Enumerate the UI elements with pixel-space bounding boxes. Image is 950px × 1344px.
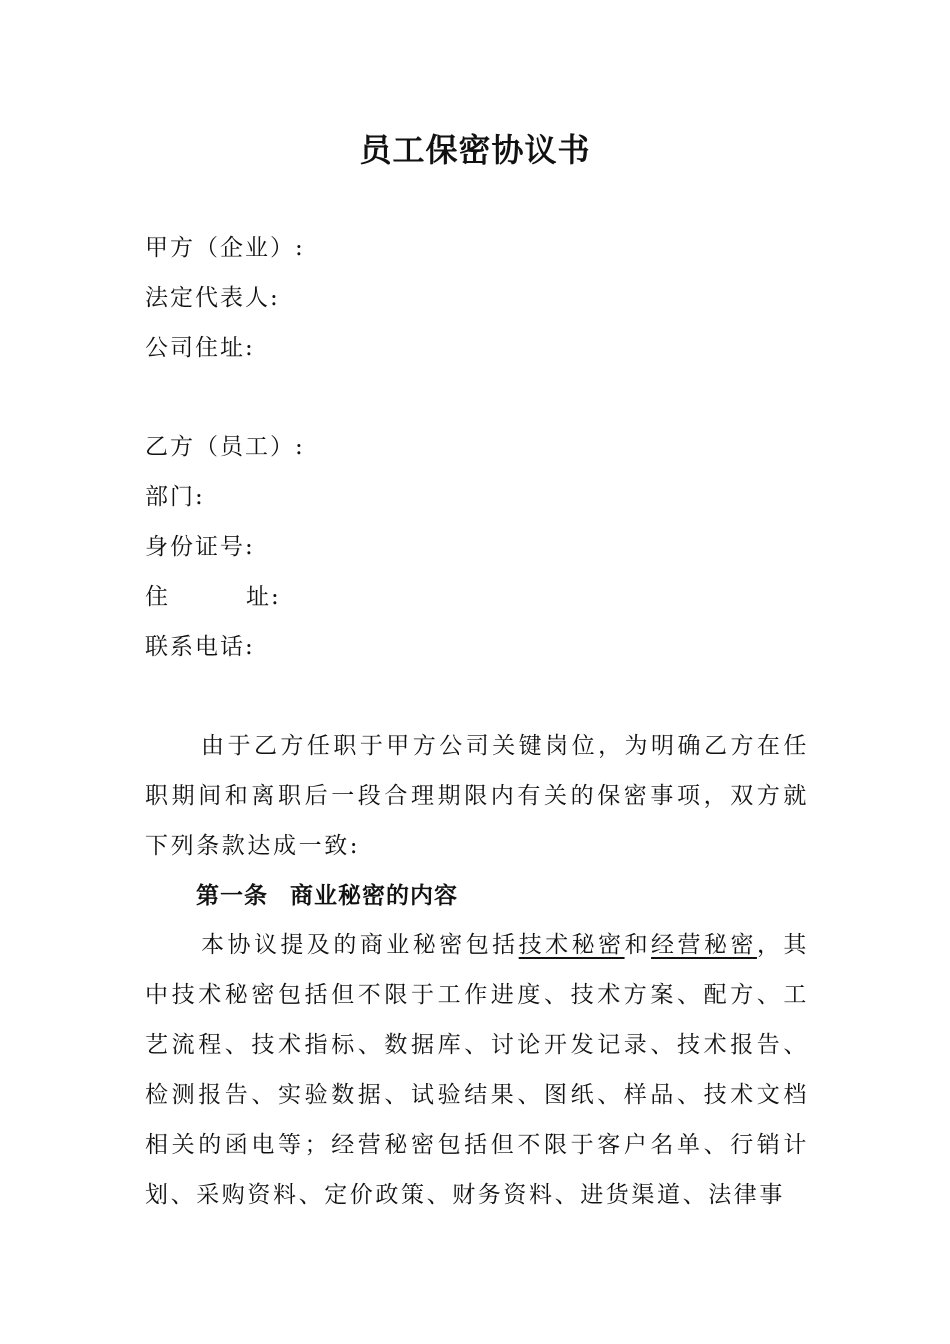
residence-address-char1: 住 <box>145 584 170 610</box>
article-1-text-after: ，其中技术秘密包括但不限于工作进度、技术方案、配方、工艺流程、技术指标、数据库、讨论开发记录、技术报告、检测报告、实验数据、试验结果、图纸、样品、技术文档相关的函电等；经营秘密包括但不限于客户名单、行销计划、采购资料、定价政策、财务资料、进货渠道、法律事 <box>145 932 810 1208</box>
legal-representative-label: 法定代表人: <box>145 285 280 311</box>
residence-address-char2: 址: <box>246 584 281 610</box>
party-b-label: 乙方（员工）: <box>145 434 305 460</box>
article-1-text-before: 本协议提及的商业秘密包括 <box>201 932 519 958</box>
article-1-number: 第一条 <box>196 883 268 909</box>
residence-address-label <box>145 580 281 614</box>
term-technical-secret: 技术秘密 <box>518 932 625 958</box>
term-business-secret: 经营秘密 <box>651 932 757 958</box>
article-1-paragraph <box>145 920 809 1220</box>
article-1-title: 商业秘密的内容 <box>290 883 458 909</box>
article-1-text-and: 和 <box>624 932 652 958</box>
department-label: 部门: <box>145 484 205 510</box>
company-address-label: 公司住址: <box>145 335 255 361</box>
preamble-paragraph: 由于乙方任职于甲方公司关键岗位，为明确乙方在任职期间和离职后一段合理期限内有关的保密事项，双方就下列条款达成一致: <box>145 733 809 859</box>
id-number-label: 身份证号: <box>145 534 255 560</box>
party-a-label: 甲方（企业）: <box>145 235 305 261</box>
document-title: 员工保密协议书 <box>359 131 591 169</box>
phone-label: 联系电话: <box>145 634 255 660</box>
article-1-heading <box>196 879 458 913</box>
